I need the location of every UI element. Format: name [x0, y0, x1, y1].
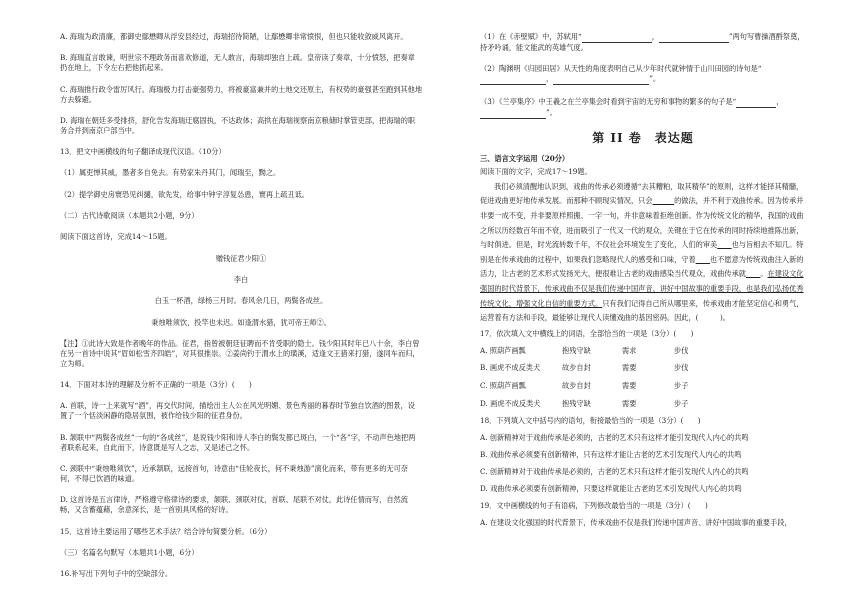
passage-part-5: 。	[760, 269, 768, 279]
q14-option-c: C. 颈联中“秉烛唯须饮”，近承颔联，远接首句，诗意由“佳轮夜长，何不秉烛游”演化而来，带有更多的无可奈何，不得已饮酒的味道。	[60, 464, 408, 484]
q18-option-b: B. 戏曲传承必须要有创新精神，只有这样才能让古老的艺术引发现代人内心的共鸣	[480, 450, 742, 460]
q17-d-word-3: 需要	[622, 398, 637, 408]
passage-part-3: 也与旨相去不知几。特别是在传承戏曲的过程中，如果我们忽略现代人的感受和口味，守着	[480, 240, 804, 264]
reading-passage	[480, 180, 806, 326]
q16-3-text-a: （3）《兰亭集序》中王羲之在兰亭集会时看到宇宙的无穷和事物的繁多的句子是“	[480, 96, 737, 106]
q13-sentence-2: （2）提学御史房寰恐见纠擿，欲先发，给事中钟宇淳复怂恿，寰再上疏丑诋。	[60, 189, 309, 199]
q12-option-a: A. 海瑞为政清廉，都御史鄢懋卿从浮安县经过，海瑞招待简陋，让鄢懋卿非常愤恨，但也只能收敛威风离开。	[60, 32, 408, 41]
poem-author: 李白	[233, 274, 249, 284]
q19-heading: 19．文中画横线的句子有语病，下列修改最恰当的一项是（3分）( )	[480, 501, 708, 511]
q17-b-word-4: 步伐	[674, 363, 689, 373]
q17-c-word-4: 步子	[674, 381, 689, 391]
passage-underlined-sentence: 在建设文化强国的时代背景下，传承戏曲不仅是我们传递中国声音、讲好中国故事的重要手段，也是我们弘扬优秀传统文化，增强文化自信的重要方式。	[480, 269, 804, 308]
left-column	[60, 32, 422, 591]
section-language-heading: 三、语言文字运用（20分）	[480, 153, 570, 163]
q17-option-b	[480, 363, 806, 373]
poem-title: 赠钱征君少阳①	[215, 253, 267, 263]
q17-b-word-2: 故步自封	[562, 363, 591, 373]
q16-3-blank-2[interactable]	[480, 108, 546, 119]
q16-heading: 16.补写出下列句子中的空缺部分。	[60, 569, 173, 579]
q12-option-b: B. 海瑞直言敢谏，明世宗不理政务而喜欢修道，无人敢言，海瑞却独自上疏。皇帝读了奏章，十分愤怒，把奏章扔在地上，下令左右把他抓起来。	[60, 53, 415, 73]
q17-b-word-3: 需要	[622, 363, 637, 373]
passage-blank-1[interactable]	[653, 196, 675, 205]
q15-heading: 15．这首诗主要运用了哪些艺术手法？结合诗句简要分析。（6分）	[60, 526, 272, 536]
q17-a-word-1: A. 照葫芦画瓢	[480, 345, 526, 355]
q17-option-d	[480, 399, 806, 409]
q13-heading: 13．把文中画横线的句子翻译成现代汉语。（10分）	[60, 147, 226, 157]
q17-d-word-2: 抱残守缺	[562, 398, 591, 408]
q17-d-word-4: 步子	[674, 398, 689, 408]
q16-3-text-c: ”。	[546, 107, 557, 117]
language-instruction: 阅读下面的文字，完成17～19题。	[480, 166, 592, 176]
q16-2-text-b: ，	[546, 74, 554, 84]
q16-1-text-c: ”两句写曹操酒酹祭奠，持矛吟诵，能文能武的英雄气度。	[480, 32, 805, 52]
poem-line-1: 白玉一杯酒，绿杨三月时。春风余几日，两鬓各成丝。	[154, 296, 328, 306]
q16-2-text-a: （2）陶渊明《归园田居》从天性的角度表明自己从少年时代就钟情于山川田园的诗句是“	[480, 64, 762, 74]
q16-1-blank-2[interactable]	[659, 32, 729, 43]
q17-a-word-2: 抱残守缺	[562, 345, 591, 355]
q18-heading: 18．下列填入文中括号内的语句，衔接最恰当的一项是（3分）( )	[480, 416, 701, 426]
passage-blank-2[interactable]	[717, 240, 731, 249]
q14-option-d: D. 这首诗是五言律诗，严格遵守格律诗的要求，颔联、颈联对仗，首联、尾联不对仗，此诗任情而写，自然流畅，又含蓄蕴藉，余意深长，是一首别具风格的好诗。	[60, 495, 408, 515]
q14-option-b: B. 颔联中“两鬓各成丝”一句的“各成丝”，是说钱少阳和诗人李白的鬓发都已斑白，一个“各”字，不动声色地把两者联系起来，自此而下，诗意既是写人之志，又是述己之怀。	[60, 432, 416, 452]
q17-c-word-1: C. 照葫芦画瓢	[480, 381, 526, 391]
section-recitation-heading: （三）名篇名句默写（本题共1小题，6分）	[60, 547, 199, 557]
q13-sentence-1: （1）属吏惮其威，墨者多自免去。有势家朱丹其门，闻瑞至，黝之。	[60, 168, 281, 178]
q16-2-text-c: ”。	[649, 74, 661, 84]
q17-a-word-3: 需求	[622, 345, 637, 355]
q18-option-a: A. 创新精神对于戏曲传承是必须的，古老的艺术只有这样才能引发现代人内心的共鸣	[480, 433, 749, 443]
passage-part-6: 只有我们记得自己所从哪里来，传承戏曲才能坚定信心和勇气，运营着有方法和手段，最能够让现代人读懂戏曲的基因密码。因此，( )。	[480, 298, 804, 323]
q12-option-d: D. 海瑞在朝廷多受排挤，舒化告发海瑞迂腐固执，不达政体；高拱在海瑞视察南京粮储时掌管吏部，把海瑞的职务合并到南京户部当中。	[60, 115, 416, 135]
q14-option-a: A. 首联，诗一上来就写“酒”，再交代时间，描绘出主人公在风光明媚、景色秀丽的暮春时节独自饮酒的图景，设置了一个恬淡闲静的隐居氛围，被作给钱少阳的征君身份。	[60, 401, 415, 421]
passage-part-4: 也不愿意为传统戏曲注入新的活力，让古老的艺术形式发扬光大，便很难让古老的戏曲感染当代观众，戏曲传承就	[480, 254, 804, 279]
q17-heading: 17．依次填入文中横线上的词语，全部恰当的一项是（3分）( )	[480, 328, 694, 338]
q17-d-word-1: D. 画虎不成反类犬	[480, 398, 541, 408]
q17-option-c	[480, 381, 806, 391]
q16-3-blank-1[interactable]	[736, 97, 776, 108]
poem-line-2: 秉烛唯须饮，投竿也未迟。如逢渭水猎，犹可帝王师②。	[151, 317, 331, 327]
passage-part-1: 我们必须清醒地认识到，戏曲的传承必须遵循“去其糟粕，取其精华”的原则，这样才能择其精髓，促进戏曲更好地传承发展。而那种不顾现实情况，只会	[480, 181, 804, 206]
q16-2-blank-1[interactable]	[480, 74, 546, 85]
right-column	[480, 32, 806, 528]
q17-c-word-3: 需要	[622, 381, 637, 391]
q16-1-text-b: ，	[651, 32, 659, 41]
q16-2-blank-2[interactable]	[553, 74, 649, 85]
q17-b-word-1: B. 画虎不成反类犬	[480, 363, 541, 373]
q12-option-c: C. 海瑞推行政令雷厉风行。海瑞极力打击豪强势力，将被豪富兼并的土地交还原主，有权势的豪强甚至跑到其他地方去躲避。	[60, 84, 423, 104]
q18-option-c: C. 创新精神对于戏曲传承是必须的，古老的艺术只有这样才能引发现代人内心的共鸣	[480, 467, 749, 477]
q16-item-3	[480, 97, 806, 119]
q19-option-a: A. 在建设文化强国的时代背景下，传承戏曲不仅是我们传递中国声音、讲好中国故事的重要手段，	[480, 518, 792, 528]
section-poetry-heading: （二）古代诗歌阅读（本题共2小题，9分）	[60, 211, 199, 221]
q17-c-word-2: 故步自封	[562, 381, 591, 391]
passage-blank-4[interactable]	[746, 269, 760, 278]
q16-1-blank-1[interactable]	[582, 32, 652, 43]
q16-3-text-b: ，	[776, 96, 784, 106]
part-2-title: 第 II 卷 表达题	[592, 130, 694, 145]
q16-1-text-a: （1）在《赤壁赋》中，苏轼用“	[480, 32, 582, 41]
poetry-instruction: 阅读下面这首诗，完成14～15题。	[60, 232, 172, 242]
q17-a-word-4: 步伐	[674, 345, 689, 355]
q16-item-2	[480, 64, 806, 85]
q18-option-d: D. 戏曲传承必须要有创新精神，只要这样就能让古老的艺术引发现代人内心的共鸣	[480, 484, 742, 494]
q14-heading: 14．下面对本诗的理解及分析不正确的一项是（3分）( )	[60, 380, 252, 390]
q16-item-1	[480, 32, 806, 53]
poem-note: 【注】①此诗大致是作者晚年的作品。征君，指曾被朝廷征聘而不肯受职的隐士。钱少阳其时年已八十余，李白曾在另一首诗中说其“眉如松雪齐四皓”，对其很推崇。②姜尚钓于渭水上的璜溪，适逢文王猎来打猎，遂同车而归，立为师。	[60, 338, 420, 368]
passage-part-2: 的做法，并不利于戏曲传承。因为传承并非要一成不变，并非要原样照搬、一字一句，并非意味着拒绝创新。作为传统文化的精华，我国的戏曲之所以历经数百年而不衰，进而吸引了一代又一代的观众，关键在于它在传承的同时持续地推陈出新，与时俱进。但是，时光流转数千年，不仅社会环境发生了变化，人们的审美	[480, 196, 804, 250]
q17-option-a	[480, 346, 806, 356]
passage-blank-3[interactable]	[696, 255, 710, 264]
